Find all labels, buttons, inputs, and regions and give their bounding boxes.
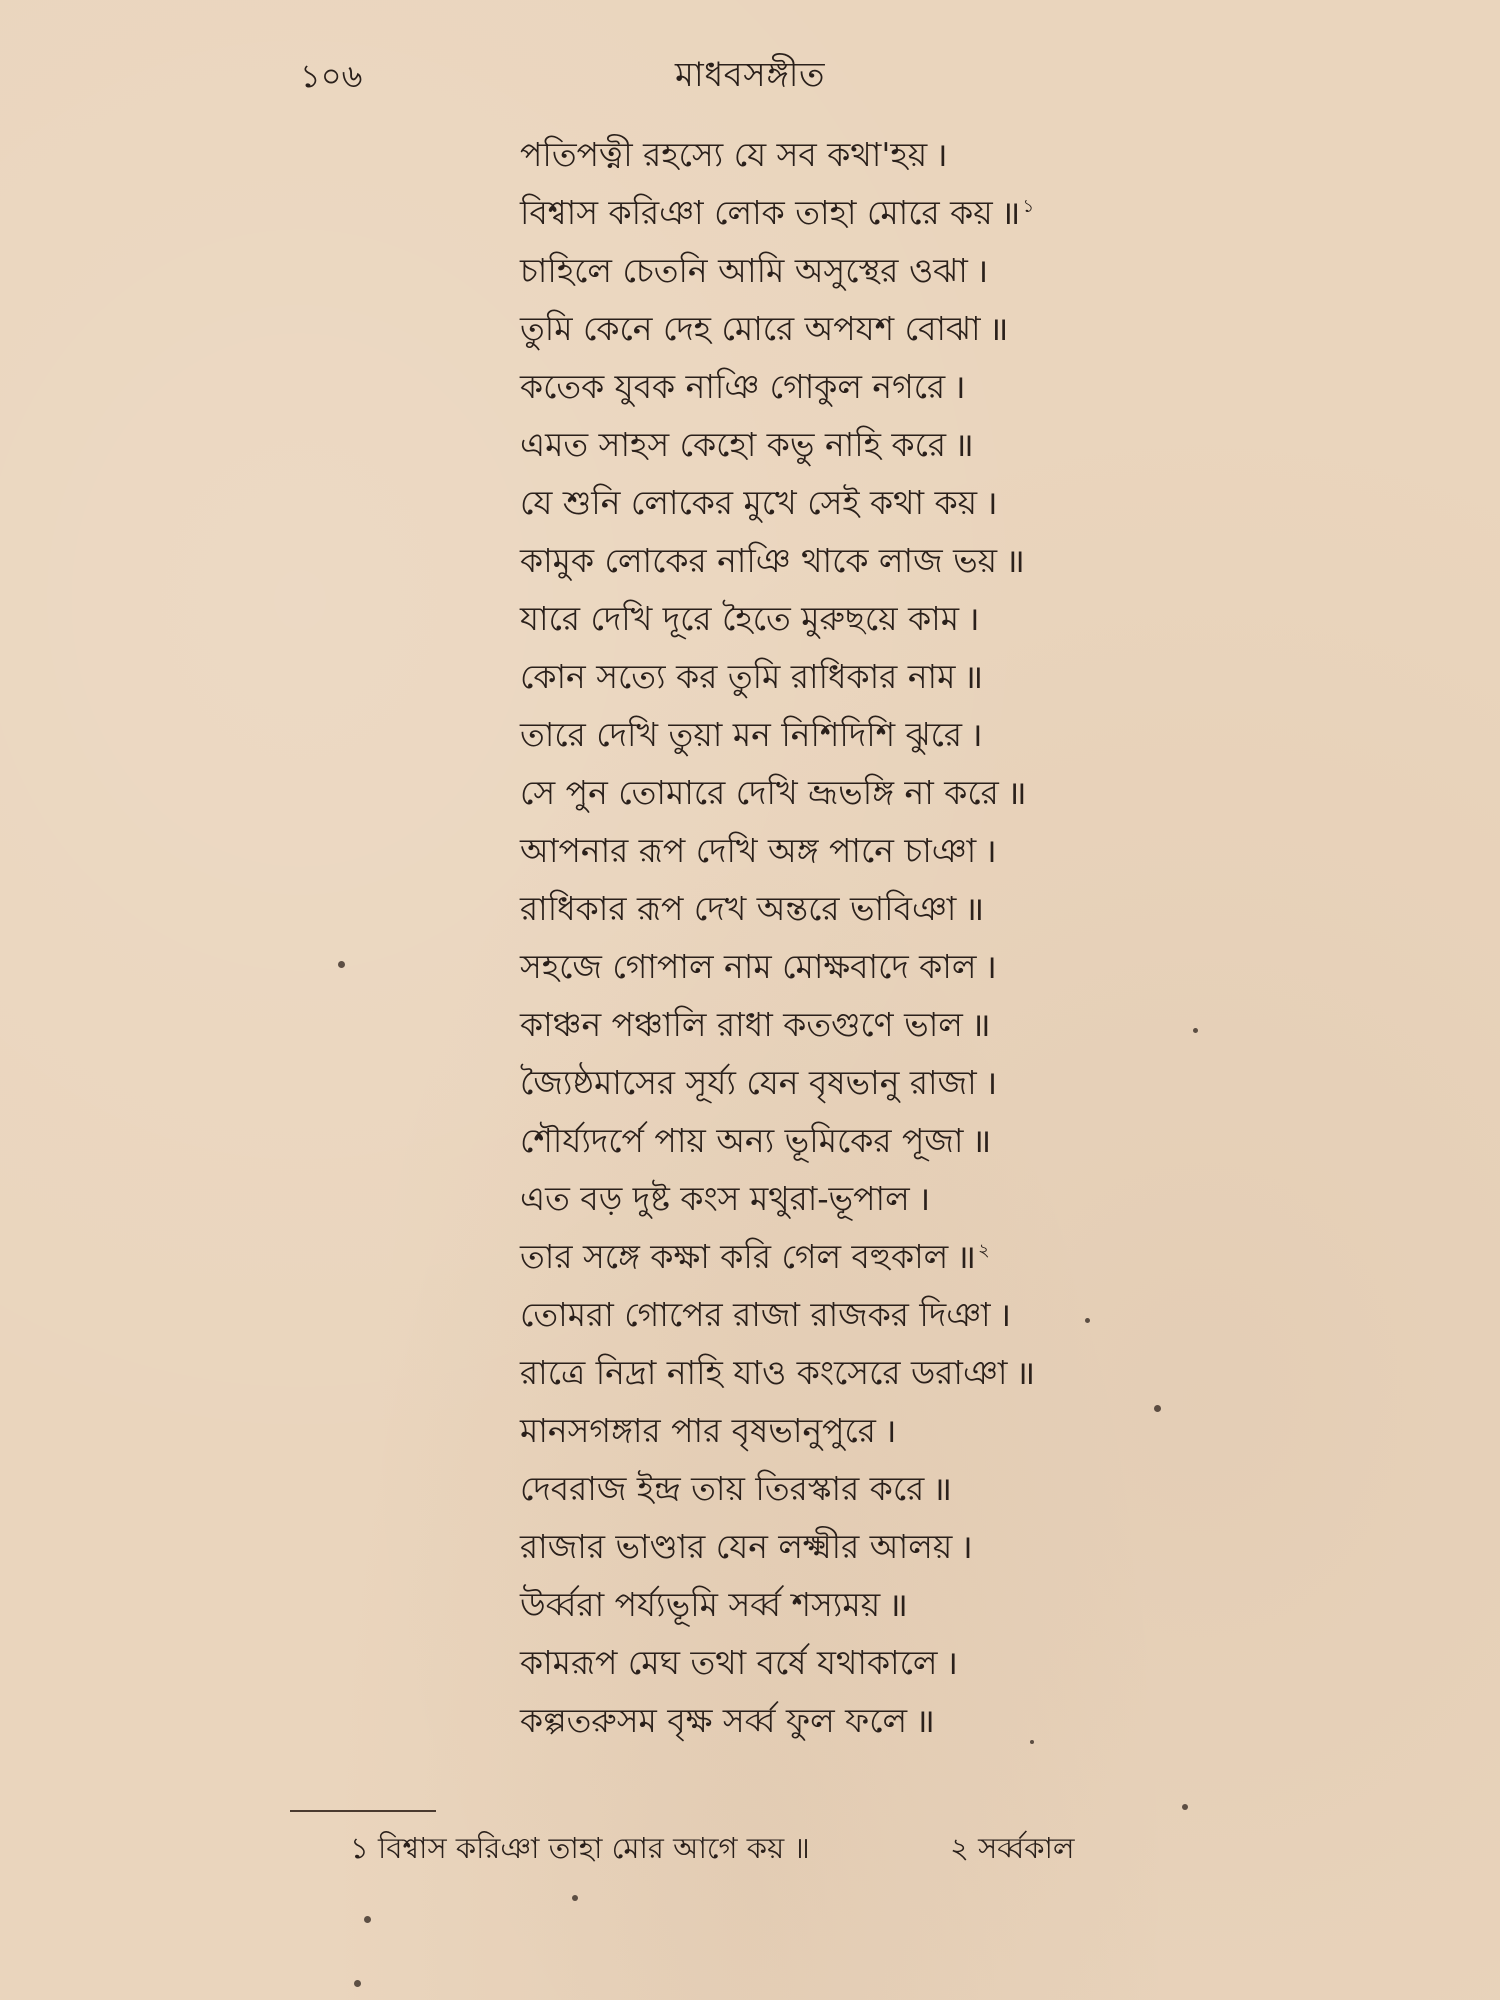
verse-line — [520, 1286, 1420, 1344]
verse-line — [520, 880, 1420, 938]
verse-mark: ॥ — [888, 1585, 908, 1624]
verse-text: রাত্রে নিদ্রা নাহি যাও কংসেরে ডরাঞা — [520, 1353, 1008, 1392]
verse-mark: । — [945, 1643, 958, 1682]
verse-mark: । — [970, 715, 983, 754]
ink-speck — [1182, 1804, 1188, 1810]
verse-mark: ॥ — [956, 1237, 977, 1276]
verse-mark: ॥ — [970, 1005, 991, 1044]
verse-line — [520, 764, 1420, 822]
verse-text: দেবরাজ ইন্দ্র তায় তিরস্কার করে — [520, 1469, 925, 1508]
verse-text: তার সঙ্গে কক্ষা করি গেল বহুকাল — [520, 1237, 949, 1276]
verse-text: এত বড় দুষ্ট কংস মথুরা-ভূপাল — [520, 1179, 910, 1218]
verse-line — [520, 1460, 1420, 1518]
verse-text: চাহিলে চেতনি আমি অসুস্থের ওঝা — [520, 251, 968, 290]
verse-line — [520, 996, 1420, 1054]
verse-mark: । — [917, 1179, 931, 1218]
verse-text: রাজার ভাণ্ডার যেন লক্ষ্মীর আলয় — [520, 1527, 953, 1566]
verse-mark: । — [883, 1411, 897, 1450]
verse-text: আপনার রূপ দেখি অঙ্গ পানে চাঞা — [520, 831, 977, 870]
page-number: ১০৬ — [300, 57, 363, 95]
verse-line — [520, 706, 1420, 764]
verse-line — [520, 184, 1420, 242]
verse-line — [520, 1344, 1420, 1402]
verse-mark: । — [975, 251, 989, 290]
verse-line — [520, 590, 1420, 648]
verse-text: সহজে গোপাল নাম মোক্ষবাদে কাল — [520, 947, 977, 986]
verse-text: মানসগঙ্গার পার বৃষভানুপুরে — [520, 1411, 876, 1450]
verse-line — [520, 648, 1420, 706]
verse-text: কল্পতরুসম বৃক্ষ সর্ব্ব ফুল ফলে — [520, 1701, 908, 1740]
verse-line — [520, 1576, 1420, 1634]
verse-mark: । — [935, 135, 948, 174]
verse-mark: ॥ — [954, 425, 974, 464]
verse-line — [520, 1170, 1420, 1228]
footnote-1: ১ বিশ্বাস করিঞা তাহা মোর আগে কয় ॥ — [350, 1831, 810, 1865]
ink-speck — [354, 1980, 361, 1987]
verse-text: বিশ্বাস করিঞা লোক তাহা মোরে কয় — [520, 193, 993, 232]
verse-text: তারে দেখি তুয়া মন নিশিদিশি ঝুরে — [520, 715, 963, 754]
verse-line — [520, 300, 1420, 358]
verse-line — [520, 358, 1420, 416]
ink-speck — [1085, 1318, 1090, 1323]
verse-text: এমত সাহস কেহো কভু নাহি করে — [520, 425, 947, 464]
footnote-2: ২ সর্ব্বকাল — [950, 1831, 1075, 1865]
verse-mark: । — [984, 947, 997, 986]
footnote-ref: ১ — [1022, 196, 1035, 217]
verse-line — [520, 1228, 1420, 1286]
verse-mark: । — [960, 1527, 973, 1566]
verse-mark: । — [998, 1295, 1012, 1334]
ink-speck — [1193, 1028, 1198, 1033]
verse-line — [520, 1518, 1420, 1576]
verse-line — [520, 474, 1420, 532]
verse-text: কাঞ্চন পঞ্চালি রাধা কতগুণে ভাল — [520, 1005, 963, 1044]
verse-text: কতেক যুবক নাঞি গোকুল নগরে — [520, 367, 946, 406]
verse-mark: ॥ — [1015, 1353, 1036, 1392]
verse-mark: ॥ — [964, 889, 985, 928]
verse-line — [520, 242, 1420, 300]
verse-mark: ॥ — [932, 1469, 953, 1508]
verse-line — [520, 416, 1420, 474]
verse-mark: ॥ — [988, 309, 1009, 348]
verse-text: জ্যৈষ্ঠমাসের সূর্য্য যেন বৃষভানু রাজা — [520, 1063, 977, 1102]
footnote-ref: ২ — [978, 1240, 990, 1261]
verse-mark: । — [985, 483, 998, 522]
ink-speck — [338, 961, 345, 968]
verse-text: তোমরা গোপের রাজা রাজকর দিঞা — [520, 1295, 991, 1334]
verse-mark: ॥ — [915, 1701, 935, 1740]
verse-line — [520, 1402, 1420, 1460]
verse-mark: । — [984, 1063, 998, 1102]
footnote-rule — [290, 1810, 436, 1812]
verse-mark: । — [984, 831, 997, 870]
verse-text: শৌর্য্যদর্পে পায় অন্য ভূমিকের পূজা — [520, 1121, 964, 1160]
verse-mark: । — [953, 367, 966, 406]
verse-mark: ॥ — [963, 657, 984, 696]
verse-text: পতিপত্নী রহস্যে যে সব কথা'হয় — [520, 135, 928, 174]
verse-text: উর্ব্বরা পর্য্যভূমি সর্ব্ব শস্যময় — [520, 1585, 881, 1624]
verse-text: কোন সত্যে কর তুমি রাধিকার নাম — [520, 657, 956, 696]
verse-mark: । — [967, 599, 980, 638]
verse-text: তুমি কেনে দেহ মোরে অপযশ বোঝা — [520, 309, 981, 348]
verse-line — [520, 532, 1420, 590]
verse-line — [520, 126, 1420, 184]
running-title: মাধবসঙ্গীত — [675, 55, 825, 95]
verse-text: যারে দেখি দূরে হৈতে মুরুছয়ে কাম — [520, 599, 960, 638]
verse-line — [520, 1692, 1420, 1750]
verse-text: রাধিকার রূপ দেখ অন্তরে ভাবিঞা — [520, 889, 957, 928]
verse-mark: ॥ — [1000, 193, 1021, 232]
verse-mark: ॥ — [971, 1121, 992, 1160]
ink-speck — [364, 1916, 371, 1923]
verse-line — [520, 1634, 1420, 1692]
verse-block — [520, 126, 1420, 1750]
ink-speck — [572, 1895, 578, 1901]
verse-mark: ॥ — [1005, 541, 1025, 580]
ink-speck — [1030, 1740, 1034, 1744]
verse-mark: ॥ — [1006, 773, 1027, 812]
verse-text: সে পুন তোমারে দেখি ভ্রূভঙ্গি না করে — [520, 773, 999, 812]
verse-text: কামুক লোকের নাঞি থাকে লাজ ভয় — [520, 541, 998, 580]
verse-line — [520, 938, 1420, 996]
verse-text: কামরূপ মেঘ তথা বর্ষে যথাকালে — [520, 1643, 938, 1682]
ink-speck — [1154, 1405, 1161, 1412]
verse-text: যে শুনি লোকের মুখে সেই কথা কয় — [520, 483, 978, 522]
verse-line — [520, 1054, 1420, 1112]
verse-line — [520, 822, 1420, 880]
verse-line — [520, 1112, 1420, 1170]
